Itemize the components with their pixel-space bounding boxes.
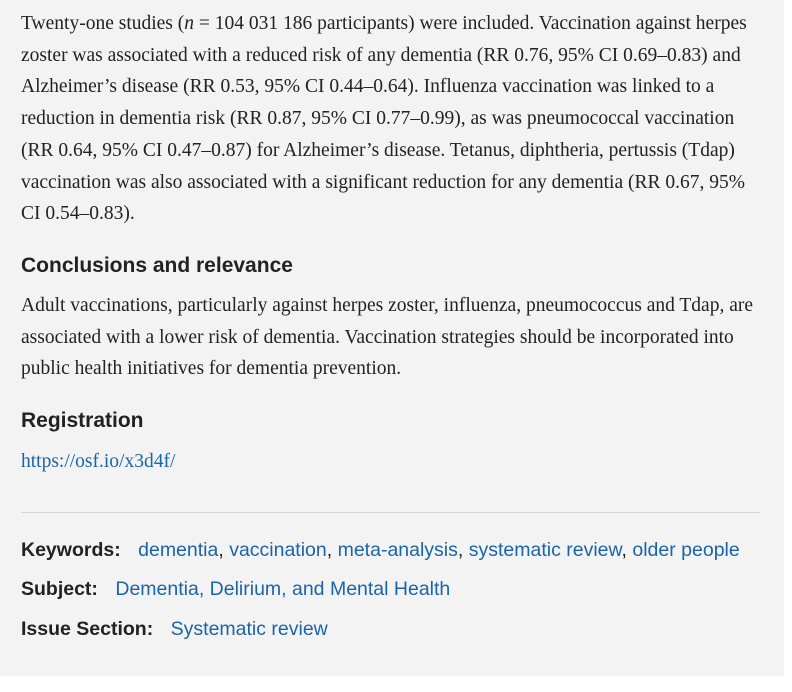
conclusions-paragraph: Adult vaccinations, particularly against herpes zoster, influenza, pneumococcus and Tdap, are associated with a lower risk of dementia. Vaccination strategies should be incorporated into public health initiatives for dementia prevention. (21, 294, 754, 380)
keyword-link-vaccination[interactable]: vaccination (229, 538, 327, 561)
subject-link[interactable]: Dementia, Delirium, and Mental Health (115, 577, 451, 600)
issue-section-label: Issue Section: (21, 617, 154, 640)
keyword-separator: , (457, 538, 464, 561)
registration-heading: Registration (21, 409, 144, 433)
issue-section-link[interactable]: Systematic review (170, 617, 328, 640)
registration-link[interactable]: https://osf.io/x3d4f/ (21, 451, 176, 473)
keyword-link-older-people[interactable]: older people (632, 538, 740, 561)
keyword-separator: , (326, 538, 333, 561)
keyword-link-meta-analysis[interactable]: meta-analysis (337, 538, 458, 561)
results-text-start: Twenty-one studies ( (21, 13, 185, 34)
subject-row (21, 575, 766, 603)
subject-label: Subject: (21, 577, 98, 600)
registration-paragraph (21, 446, 766, 478)
keyword-separator: , (621, 538, 627, 561)
conclusions-heading: Conclusions and relevance (21, 253, 293, 277)
divider (21, 512, 760, 513)
keyword-separator: , (218, 538, 224, 561)
keyword-link-dementia[interactable]: dementia (138, 538, 219, 561)
results-text-rest: = 104 031 186 participants) were included. Vaccination against herpes zoster was associated with a reduced risk of any dementia (RR 0.76, 95% CI 0.69–0.83) and Alzheimer’s disease (RR 0.53, 95% CI 0.44–0.64). Influenza vaccination was linked to a reduction in dementia risk (RR 0.87, 95% CI 0.77–0.99), as was pneumococcal vaccination (RR 0.64, 95% CI 0.47–0.87) for Alzheimer’s disease. Tetanus, diphtheria, pertussis (Tdap) vaccination was also associated with a significant reduction for any dementia (RR 0.67, 95% CI 0.54–0.83). (21, 13, 747, 225)
keywords-label: Keywords: (21, 538, 121, 561)
issue-section-row (21, 615, 766, 643)
keywords-row (21, 536, 766, 564)
abstract-content (21, 8, 766, 643)
results-paragraph (21, 8, 766, 230)
keyword-link-systematic-review[interactable]: systematic review (468, 538, 622, 561)
n-symbol: n (184, 13, 195, 34)
